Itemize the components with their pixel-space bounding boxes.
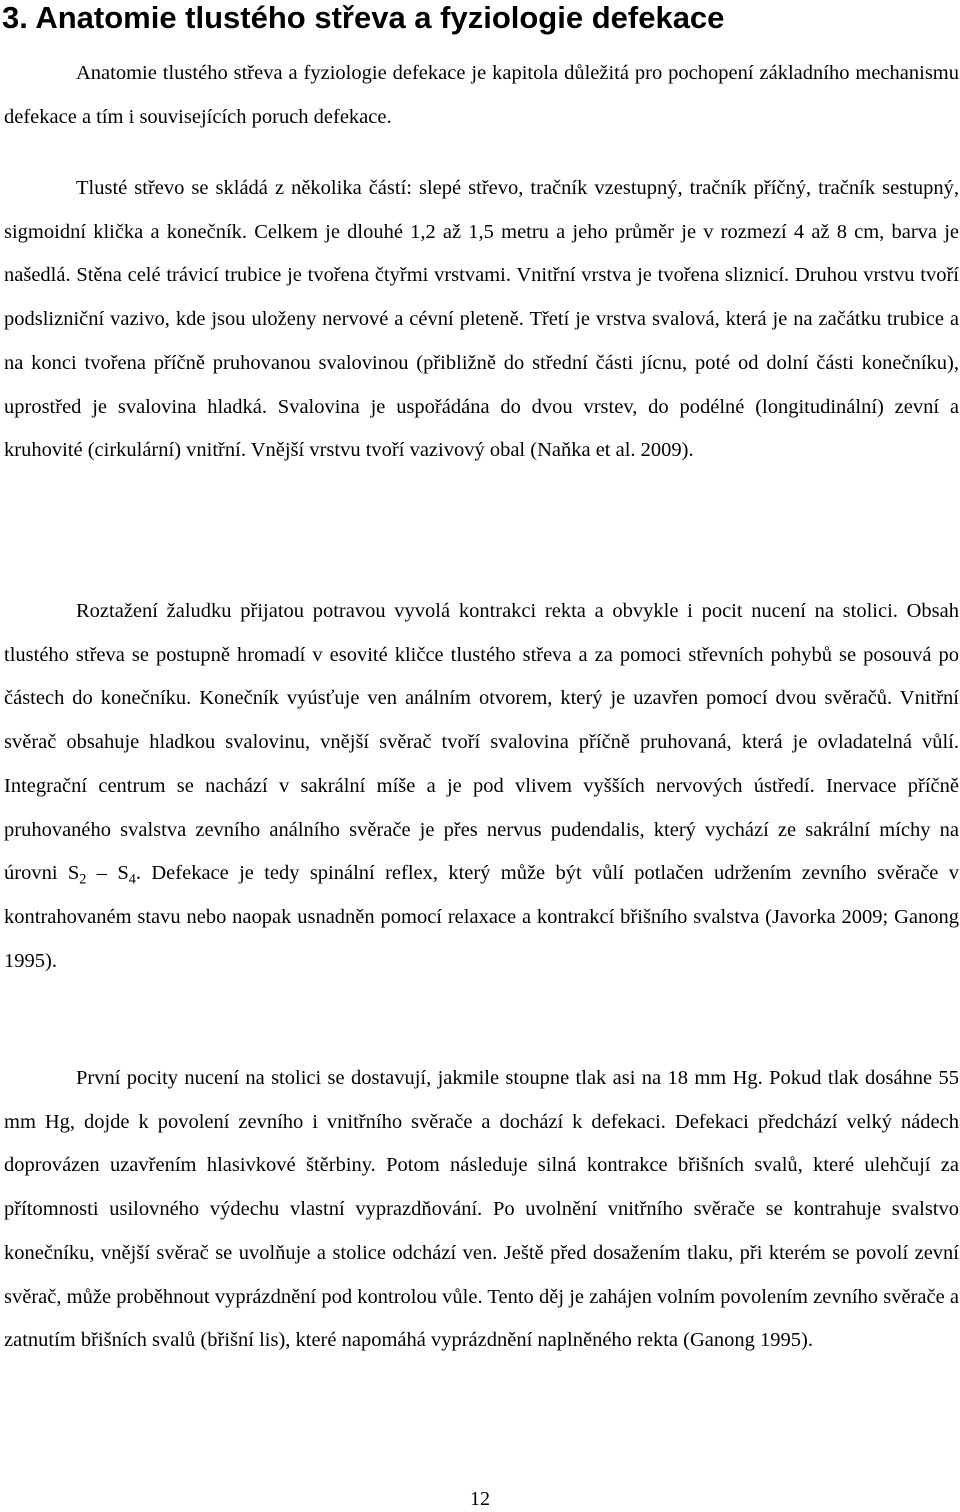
chapter-heading: 3. Anatomie tlustého střeva a fyziologie defekace [2, 0, 725, 35]
paragraph-physiology-text-end: . Defekace je tedy spinální reflex, který může být vůlí potlačen udržením zevního svěrače v kontrahovaném stavu nebo naopak usnadněn pomocí relaxace a kontrakcí břišního svalstva (Javorka 2009; Ganong 1995). [4, 862, 959, 972]
paragraph-defecation: První pocity nucení na stolici se dostavují, jakmile stoupne tlak asi na 18 mm Hg. Pokud tlak dosáhne 55 mm Hg, dojde k povolení zevního i vnitřního svěrače a dochází k defekaci. Defekaci předchází velký nádech doprovázen uzavřením hlasivkové štěrbiny. Potom následuje silná kontrakce břišních svalů, které ulehčují za přítomnosti usilovného výdechu vlastní vyprazdňování. Po uvolnění vnitřního svěrače se kontrahuje svalstvo konečníku, vnější svěrač se uvolňuje a stolice odchází ven. Ještě před dosažením tlaku, při kterém se povolí zevní svěrač, může proběhnout vyprázdnění pod kontrolou vůle. Tento děj je zahájen volním povolením zevního svěrače a zatnutím břišních svalů (břišní lis), které napomáhá vyprázdnění naplněného rekta (Ganong 1995). [4, 1067, 959, 1352]
subscript-s4: 4 [128, 871, 136, 888]
paragraph-physiology-dash: – S [86, 862, 129, 885]
paragraph-anatomy: Tlusté střevo se skládá z několika částí: slepé střevo, tračník vzestupný, tračník příčný, tračník sestupný, sigmoidní klička a konečník. Celkem je dlouhé 1,2 až 1,5 metru a jeho průměr je v rozmezí 4 až 8 cm, barva je našedlá. Stěna celé trávicí trubice je tvořena čtyřmi vrstvami. Vnitřní vrstva je tvořena sliznicí. Druhou vrstvu tvoří podslizniční vazivo, kde jsou uloženy nervové a cévní pleteně. Třetí je vrstva svalová, která je na začátku trubice a na konci tvořena příčně pruhovanou svalovinou (přibližně do střední části jícnu, poté od dolní části konečníku), uprostřed je svalovina hladká. Svalovina je uspořádána do dvou vrstev, do podélné (longitudinální) zevní a kruhovité (cirkulární) vnitřní. Vnější vrstvu tvoří vazivový obal (Naňka et al. 2009). [4, 177, 959, 462]
paragraph-intro: Anatomie tlustého střeva a fyziologie defekace je kapitola důležitá pro pochopení základního mechanismu defekace a tím i souvisejících poruch defekace. [4, 62, 959, 128]
paragraph-physiology [4, 590, 959, 983]
page-number: 12 [470, 1488, 490, 1510]
subscript-s2: 2 [79, 871, 87, 888]
paragraph-physiology-text-start: Roztažení žaludku přijatou potravou vyvolá kontrakci rekta a obvykle i pocit nucení na stolici. Obsah tlustého střeva se postupně hromadí v esovité kličce tlustého střeva a za pomoci střevních pohybů se posouvá po částech do konečníku. Konečník vyúsťuje ven análním otvorem, který je uzavřen pomocí dvou svěračů. Vnitřní svěrač obsahuje hladkou svalovinu, vnější svěrač tvoří svalovina příčně pruhovaná, která je ovladatelná vůlí. Integrační centrum se nachází v sakrální míše a je pod vlivem vyšších nervových ústředí. Inervace příčně pruhovaného svalstva zevního análního svěrače je přes nervus pudendalis, který vychází ze sakrální míchy na úrovni S [4, 600, 959, 885]
